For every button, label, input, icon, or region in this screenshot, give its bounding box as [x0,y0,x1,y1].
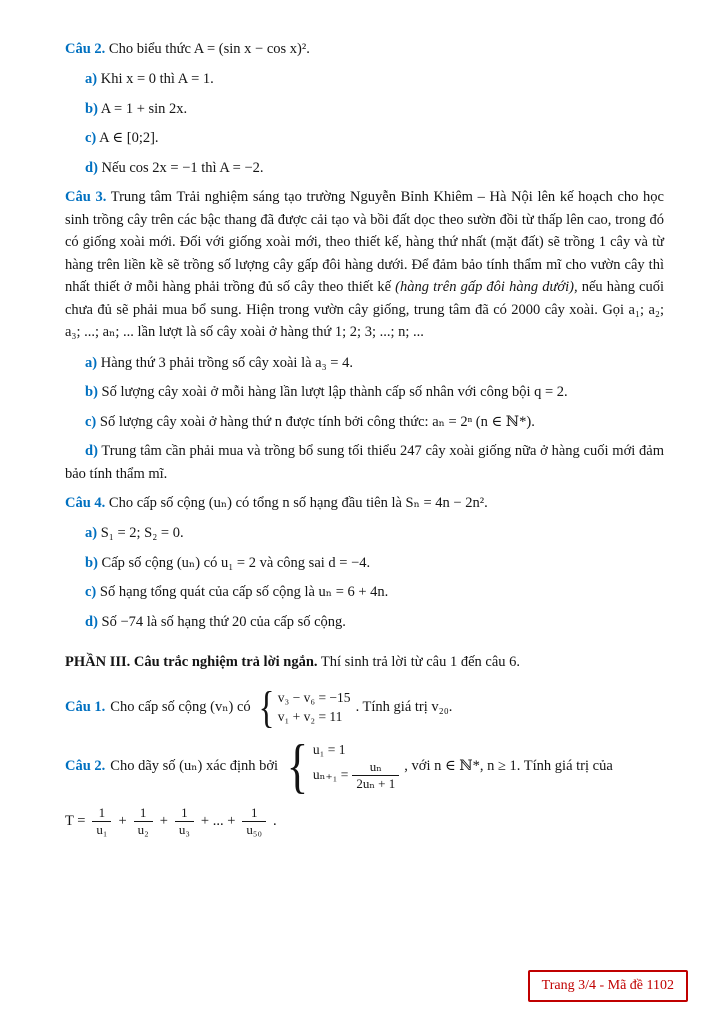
question-text: nếu hàng cuối chưa đủ sẽ phải mua bổ sung. Hiện trong vườn cây giống, trung tâm đã có 2000 cây xoài. Gọi a₁; a₂; a₃; ...; aₙ; ... lần lượt là số cây xoài ở hàng thứ 1; 2; 3; ...; n; ... [65,279,665,341]
period: . [272,813,277,830]
statement-d [65,611,664,633]
statement-label: c) [85,413,97,430]
statement-a [65,352,664,374]
equation-system [256,682,351,732]
fraction [134,805,153,837]
question-label: Câu 4. [65,494,106,511]
statement-text: Hàng thứ 3 phải trồng số cây xoài là a₃ = 4. [100,354,353,371]
statement-text: Nếu cos 2x = −1 thì A = −2. [101,159,264,176]
statement-a [65,68,664,90]
plus-operator: + [159,813,168,830]
system-line-1: v₃ − v₆ = −15 [277,690,351,706]
question-text-before: Cho dãy số (uₙ) xác định bởi [110,758,279,775]
statement-b [65,552,664,574]
question-label: Câu 2. [65,41,106,57]
fraction-numerator: 1 [250,805,258,821]
part3-question-1 [65,682,664,732]
statement-text: A = 1 + sin 2x. [100,100,188,117]
question-label: Câu 3. [65,189,107,206]
statement-d [65,157,664,179]
part3-heading-instruction: Thí sinh trả lời từ câu 1 đến câu 6. [320,654,521,671]
statement-text: Số lượng cây xoài ở hàng thứ n được tính bởi công thức: aₙ = 2ⁿ (n ∈ ℕ*). [99,413,535,430]
fraction-numerator: 1 [98,805,106,821]
plus-operator: + [118,813,127,830]
system-line-1: u₁ = 1 [312,742,346,758]
statement-text: Số −74 là số hạng thứ 20 của cấp số cộng. [101,613,346,630]
statement-label: b) [85,100,98,117]
statement-c [65,127,664,149]
page-number-label: Trang 3/4 - Mã đề 1102 [541,978,674,994]
part2-question-2 [65,38,664,60]
question-text-italic: (hàng trên gấp đôi hàng dưới), [395,279,578,296]
fraction-denominator: u₁ [92,821,111,838]
statement-a [65,522,664,544]
system-lines [278,689,351,725]
fraction-denominator: u₅₀ [242,821,266,838]
question-text: Trung tâm Trải nghiệm sáng tạo trường Nguyễn Bỉnh Khiêm – Hà Nội lên kế hoạch cho học sinh trồng cây trên các bậc thang đã được cải tạo và bồi đất dọc theo sườn đồi từ thấp lên cao, trong đó có giống xoài mới. Đối với giống xoài mới, theo thiết kế, hàng thứ nhất (mặt đất) sẽ trồng 1 cây và từ hàng trên liền kề sẽ trồng số lượng cây gấp đôi hàng dưới. Để đảm bảo tính thẩm mĩ cho vườn cây thì nhất thiết ở mỗi hàng phải trồng đủ số cây theo thiết kế [65,189,664,296]
statement-d [65,440,664,485]
question-label: Câu 2. [65,758,106,775]
statement-text: Số lượng cây xoài ở mỗi hàng lần lượt lập thành cấp số nhân với công bội q = 2. [101,384,568,401]
system-brace: { [286,733,309,800]
statement-text: Khi x = 0 thì A = 1. [100,71,214,88]
part3-question-2 [65,733,664,800]
question-text-before: Cho cấp số cộng (vₙ) có [110,699,251,716]
statement-label: a) [85,354,98,371]
statement-label: a) [85,71,98,88]
question-label: Câu 1. [65,699,106,716]
system-line-2 [313,759,399,791]
fraction-denominator: 2uₙ + 1 [352,775,399,792]
statement-text: Số hạng tổng quát của cấp số cộng là uₙ = 6 + 4n. [99,584,389,601]
statement-b [65,98,664,120]
part2-question-4 [65,492,664,514]
question-text: Cho biểu thức A = (sin x − cos x)². [108,41,310,57]
fraction-denominator: u₂ [134,821,153,838]
statement-text: S₁ = 2; S₂ = 0. [100,525,184,542]
statement-text: Cấp số cộng (uₙ) có u₁ = 2 và công sai d = −4. [101,554,371,571]
recurrence-lhs: uₙ₊₁ = [312,767,349,783]
statement-b [65,381,664,403]
statement-text: A ∈ [0;2]. [99,130,159,147]
fraction [175,805,194,837]
fraction [352,759,399,791]
system-brace: { [258,682,275,732]
fraction-denominator: u₃ [175,821,194,838]
system-lines [313,741,399,791]
part2-question-3 [65,186,664,343]
part3-heading [65,651,664,673]
statement-label: c) [85,130,97,147]
t-sum-expression [65,805,664,837]
part3-heading-title: PHẦN III. Câu trắc nghiệm trả lời ngắn. [65,654,318,671]
question-text-after: . Tính giá trị v₂₀. [355,699,453,716]
fraction [92,805,111,837]
fraction-numerator: 1 [181,805,188,821]
statement-label: d) [85,613,98,630]
statement-label: d) [85,159,98,176]
question-text-after: , với n ∈ ℕ*, n ≥ 1. Tính giá trị của [404,758,613,775]
statement-label: a) [85,525,98,542]
ellipsis-operator: + ... + [200,813,236,830]
page-footer-badge [528,970,688,1002]
statement-label: b) [85,384,98,401]
statement-label: d) [85,443,98,460]
statement-c [65,581,664,603]
statement-text: Trung tâm cần phải mua và trồng bổ sung tối thiểu 247 cây xoài giống nữa ở hàng cuối mới đảm bảo tính thẩm mĩ. [65,443,664,482]
statement-c [65,411,664,433]
fraction [242,805,266,837]
statement-label: c) [85,584,97,601]
question-text: Cho cấp số cộng (uₙ) có tổng n số hạng đầu tiên là Sₙ = 4n − 2n². [108,494,488,511]
t-lhs: T = [65,813,86,830]
statement-label: b) [85,554,98,571]
fraction-numerator: 1 [139,805,147,821]
system-line-2: v₁ + v₂ = 11 [277,708,343,724]
fraction-numerator: uₙ [369,759,382,775]
equation-system [283,733,399,800]
